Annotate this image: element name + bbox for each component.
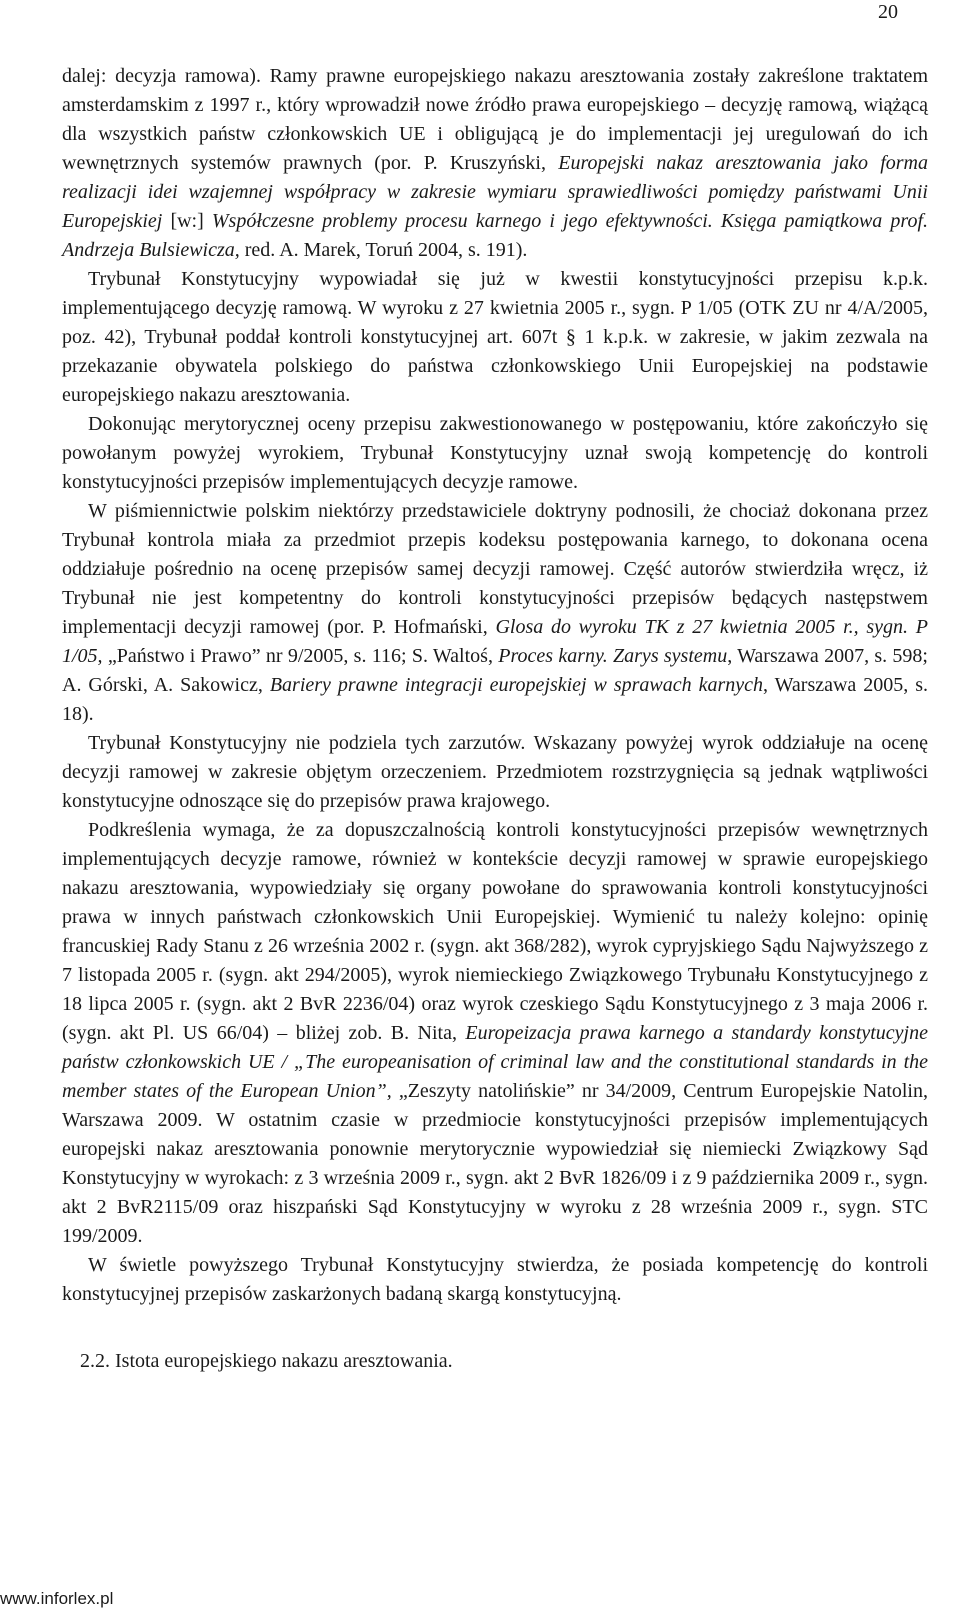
text-run: „Państwo i Prawo” nr 9/2005, s. 116; S. Waltoś,	[102, 645, 499, 667]
italic-citation: Europeizacja prawa karnego a standardy konstytucyjne państw członkowskich UE / „The europeanisation of criminal law and the constitutional standards in the member states of the European Union”,	[62, 1022, 928, 1102]
section-heading: 2.2. Istota europejskiego nakazu aresztowania.	[80, 1350, 453, 1372]
text-run: W piśmiennictwie polskim niektórzy przedstawiciele doktryny podnosili, że chociaż dokonana przez Trybunał kontrola miała za przedmiot przepis kodeksu postępowania karnego, to dokonana ocena oddziałuje pośrednio na ocenę przepisów samej decyzji ramowej. Część autorów stwierdziła wręcz, iż Trybunał nie jest kompetentny do kontroli konstytucyjności przepisów będących następstwem implementacji decyzji ramowej (por. P. Hofmański,	[62, 500, 928, 638]
italic-citation: Bariery prawne integracji europejskiej w sprawach karnych	[269, 674, 764, 696]
paragraph	[62, 1251, 928, 1309]
paragraph	[62, 265, 928, 410]
italic-citation: Proces karny. Zarys systemu	[498, 645, 728, 667]
footer-url[interactable]: www.inforlex.pl	[0, 1589, 114, 1608]
text-run: Dokonując merytorycznej oceny przepisu zakwestionowanego w postępowaniu, które zakończyło się powołanym powyżej wyrokiem, Trybunał Konstytucyjny uznał swoją kompetencję do kontroli konstytucyjności przepisów implementujących decyzje ramowe.	[62, 413, 928, 493]
italic-citation: Glosa do wyroku TK z 27 kwietnia 2005 r., sygn. P 1/05,	[62, 616, 928, 667]
text-run: Podkreślenia wymaga, że za dopuszczalnością kontroli konstytucyjności przepisów wewnętrznych implementujących decyzje ramowe, również w kontekście decyzji ramowej w sprawie europejskiego nakazu aresztowania, wypowiedziały się organy powołane do sprawowania kontroli konstytucyjności prawa w innych państwach członkowskich Unii Europejskiej. Wymienić tu należy kolejno: opinię francuskiej Rady Stanu z 26 września 2002 r. (sygn. akt 368/282), wyrok cypryjskiego Sądu Najwyższego z 7 listopada 2005 r. (sygn. akt 294/2005), wyrok niemieckiego Związkowego Trybunału Konstytucyjnego z 18 lipca 2005 r. (sygn. akt 2 BvR 2236/04) oraz wyrok czeskiego Sądu Konstytucyjnego z 3 maja 2006 r. (sygn. akt Pl. US 66/04) – bliżej zob. B. Nita,	[62, 819, 928, 1044]
paragraph	[62, 729, 928, 816]
text-run: , Warszawa 2007, s. 598; A. Górski, A. Sakowicz,	[62, 645, 928, 696]
italic-citation: Europejski nakaz aresztowania jako forma realizacji idei wzajemnej współpracy w zakresie wymiaru sprawiedliwości pomiędzy państwami Unii Europejskiej	[62, 152, 928, 232]
text-run: red. A. Marek, Toruń 2004, s. 191).	[239, 239, 528, 261]
paragraph	[62, 497, 928, 729]
text-run: [w:]	[162, 210, 212, 232]
text-run: Trybunał Konstytucyjny nie podziela tych zarzutów. Wskazany powyżej wyrok oddziałuje na ocenę decyzji ramowej w zakresie objętym orzeczeniem. Przedmiotem rozstrzygnięcia są jednak wątpliwości konstytucyjne odnoszące się do przepisów prawa krajowego.	[62, 732, 928, 812]
text-run: W świetle powyższego Trybunał Konstytucyjny stwierdza, że posiada kompetencję do kontroli konstytucyjnej przepisów zaskarżonych badaną skargą konstytucyjną.	[62, 1254, 928, 1305]
text-run: „Zeszyty natolińskie” nr 34/2009, Centrum Europejskie Natolin, Warszawa 2009. W ostatnim czasie w przedmiocie konstytucyjności przepisów implementujących europejski nakaz aresztowania ponownie merytorycznie wypowiedział się niemiecki Związkowy Sąd Konstytucyjny w wyrokach: z 3 września 2009 r., sygn. akt 2 BvR 1826/09 i z 9 października 2009 r., sygn. akt 2 BvR2115/09 oraz hiszpański Sąd Konstytucyjny w wyroku z 28 września 2009 r., sygn. STC 199/2009.	[62, 1080, 928, 1247]
text-run: Trybunał Konstytucyjny wypowiadał się już w kwestii konstytucyjności przepisu k.p.k. implementującego decyzję ramową. W wyroku z 27 kwietnia 2005 r., sygn. P 1/05 (OTK ZU nr 4/A/2005, poz. 42), Trybunał poddał kontroli konstytucyjnej art. 607t § 1 k.p.k. w zakresie, w jakim zezwala na przekazanie obywatela polskiego do państwa członkowskiego Unii Europejskiej na podstawie europejskiego nakazu aresztowania.	[62, 268, 928, 406]
italic-citation: Współczesne problemy procesu karnego i jego efektywności. Księga pamiątkowa prof. Andrzeja Bulsiewicza,	[62, 210, 928, 261]
paragraph	[62, 62, 928, 265]
paragraph	[62, 410, 928, 497]
text-run: dalej: decyzja ramowa). Ramy prawne europejskiego nakazu aresztowania zostały zakreślone traktatem amsterdamskim z 1997 r., który wprowadził nowe źródło prawa europejskiego – decyzję ramową, wiążącą dla wszystkich państw członkowskich UE i obligującą je do implementacji jej uregulowań do ich wewnętrznych systemów prawnych (por. P. Kruszyński,	[62, 65, 928, 174]
page-number: 20	[878, 1, 898, 23]
document-body	[62, 62, 928, 1376]
text-run: , Warszawa 2005, s. 18).	[62, 674, 929, 725]
paragraph	[62, 816, 928, 1251]
